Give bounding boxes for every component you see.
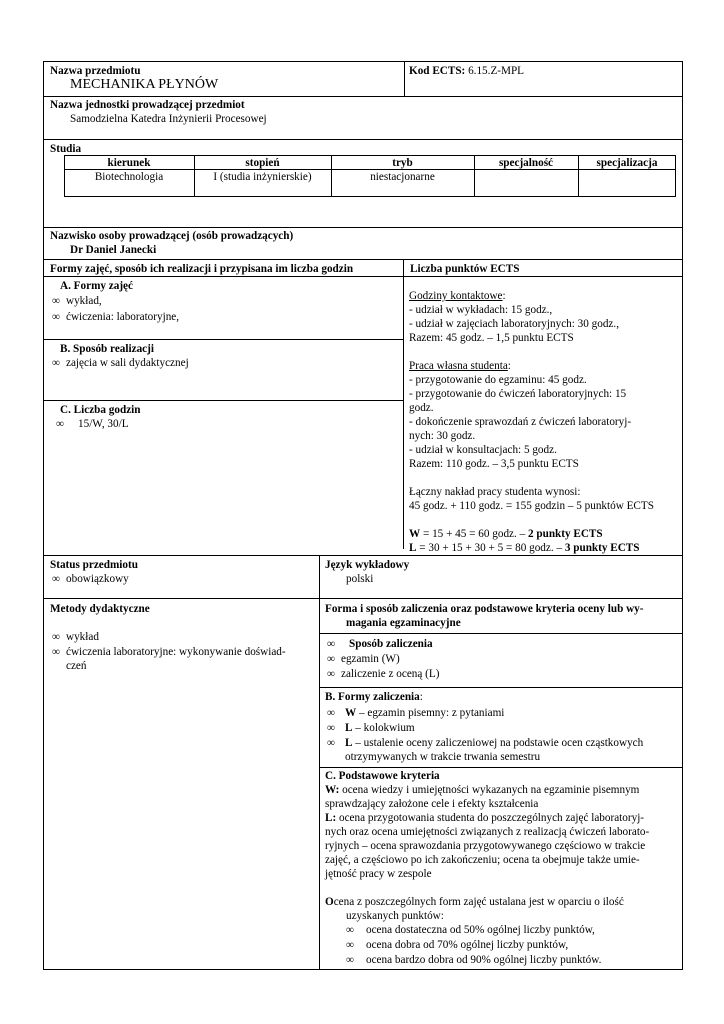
criteria-line: ryjnych – ocena sprawozdania przygotowywanego częściowo w trakcie (325, 840, 646, 852)
instructor-label: Nazwisko osoby prowadzącej (osób prowadzących) (50, 230, 294, 242)
list-item: otrzymywanych w trakcie trwania semestru (345, 751, 541, 763)
list-item: ∞ ocena dostateczna od 50% ogólnej liczby punktów, (346, 924, 595, 936)
list-item: ∞ L – ustalenie oceny zaliczeniowej na podstawie ocen cząstkowych (327, 737, 644, 749)
assessment-c-title: C. Podstawowe kryteria (325, 770, 440, 782)
bullet-icon: ∞ (327, 638, 335, 650)
list-item: ∞ ćwiczenia laboratoryjne: wykonywanie doświad- (52, 646, 286, 658)
language-label: Język wykładowy (325, 559, 410, 571)
bullet-icon: ∞ (346, 924, 354, 936)
ects-line: - dokończenie sprawozdań z ćwiczeń laboratoryj- (409, 416, 632, 428)
subject-name: MECHANIKA PŁYNÓW (70, 77, 219, 92)
own-work: Praca własna studenta: (409, 360, 511, 372)
divider (43, 227, 683, 228)
ects-line: godz. (409, 402, 434, 414)
bullet-icon: ∞ (52, 295, 60, 307)
divider (319, 555, 320, 970)
bullet-icon: ∞ (327, 668, 335, 680)
divider (43, 96, 683, 97)
ects-w-line: W = 15 + 45 = 60 godz. – 2 punkty ECTS (409, 528, 603, 540)
divider (403, 276, 683, 277)
status-label: Status przedmiotu (50, 559, 138, 571)
ects-line: - udział w wykładach: 15 godz., (409, 304, 553, 316)
list-item: ∞ ocena bardzo dobra od 90% ogólnej liczby punktów. (346, 954, 602, 966)
assessment-header: magania egzaminacyjne (346, 617, 461, 629)
divider (43, 555, 683, 556)
studia-cell-kierunek: Biotechnologia (94, 171, 164, 183)
ects-line: nych: 30 godz. (409, 430, 476, 442)
studia-header-specjalizacja: specjalizacja (596, 157, 658, 169)
list-item: ∞ ćwiczenia: laboratoryjne, (52, 311, 180, 323)
methods-label: Metody dydaktyczne (50, 603, 150, 615)
studia-header-stopien: stopień (245, 157, 280, 169)
criteria-line: Ocena z poszczególnych form zajęć ustalana jest w oparciu o ilość (325, 896, 624, 908)
forms-a-title: A. Formy zajęć (60, 280, 133, 292)
forms-c-title: C. Liczba godzin (60, 404, 141, 416)
divider (43, 400, 403, 401)
divider (404, 61, 405, 97)
list-item: ∞ zajęcia w sali dydaktycznej (52, 357, 189, 369)
ects-line: - przygotowanie do egzaminu: 45 godz. (409, 374, 587, 386)
bullet-icon: ∞ (56, 418, 64, 430)
bullet-icon: ∞ (52, 631, 60, 643)
criteria-line: uzyskanych punktów: (346, 910, 444, 922)
list-item: czeń (66, 660, 87, 672)
ects-l-line: L = 30 + 15 + 30 + 5 = 80 godz. – 3 punkty ECTS (409, 542, 640, 554)
instructor-name: Dr Daniel Janecki (70, 244, 157, 256)
ects-code-label: Kod ECTS: (409, 65, 466, 77)
ects-line: - udział w zajęciach laboratoryjnych: 30 godz., (409, 318, 619, 330)
divider (43, 259, 683, 260)
studia-header-specjalnosc: specjalność (498, 157, 554, 169)
divider (43, 598, 683, 599)
assessment-b-title: B. Formy zaliczenia: (325, 691, 423, 703)
divider (43, 139, 683, 140)
ects-line: Razem: 110 godz. – 3,5 punktu ECTS (409, 458, 579, 470)
language-value: polski (346, 573, 374, 585)
list-item: ∞ L – kolokwium (327, 722, 415, 734)
unit-label: Nazwa jednostki prowadzącej przedmiot (50, 99, 245, 111)
criteria-line: jętność pracy w zespole (325, 868, 432, 880)
unit-name: Samodzielna Katedra Inżynierii Procesowej (70, 113, 267, 125)
assessment-a-title: ∞ Sposób zaliczenia (327, 638, 433, 650)
ects-line: Łączny nakład pracy studenta wynosi: (409, 486, 581, 498)
forms-b-title: B. Sposób realizacji (60, 343, 154, 355)
bullet-icon: ∞ (327, 653, 335, 665)
bullet-icon: ∞ (327, 722, 335, 734)
studia-cell-stopien: I (studia inżynierskie) (213, 171, 312, 183)
ects-header: Liczba punktów ECTS (410, 263, 520, 275)
criteria-line: L: ocena przygotowania studenta do poszczególnych zajęć laboratoryj- (325, 812, 645, 824)
list-item: ∞ egzamin (W) (327, 653, 400, 665)
list-item: ∞ 15/W, 30/L (56, 418, 129, 430)
studia-header-tryb: tryb (392, 157, 413, 169)
bullet-icon: ∞ (346, 954, 354, 966)
list-item: ∞ wykład, (52, 295, 102, 307)
studia-label: Studia (50, 143, 82, 155)
contact-hours: Godziny kontaktowe: (409, 290, 506, 302)
list-item: ∞ obowiązkowy (52, 573, 129, 585)
forms-header: Formy zajęć, sposób ich realizacji i przypisana im liczba godzin (50, 263, 354, 275)
list-item: ∞ W – egzamin pisemny: z pytaniami (327, 707, 505, 719)
subject-name-label: Nazwa przedmiotu (50, 65, 141, 77)
ects-code-value: 6.15.Z-MPL (468, 65, 524, 77)
bullet-icon: ∞ (52, 357, 60, 369)
bullet-icon: ∞ (346, 939, 354, 951)
studia-cell-tryb: niestacjonarne (370, 171, 435, 183)
bullet-icon: ∞ (327, 707, 335, 719)
criteria-line: nych oraz ocena umiejętności związanych z realizacją ćwiczeń laborato- (325, 826, 650, 838)
ects-line: Razem: 45 godz. – 1,5 punktu ECTS (409, 332, 574, 344)
studia-header-kierunek: kierunek (107, 157, 151, 169)
bullet-icon: ∞ (52, 646, 60, 658)
list-item: ∞ zaliczenie z oceną (L) (327, 668, 440, 680)
divider (43, 276, 403, 277)
divider (403, 259, 404, 549)
bullet-icon: ∞ (327, 737, 335, 749)
criteria-line: zajęć, a częściowo po ich zakończeniu; ocena ta obejmuje także umie- (325, 854, 640, 866)
ects-code (409, 64, 524, 78)
divider (319, 687, 683, 688)
criteria-line: sprawdzający założone cele i efekty kształcenia (325, 798, 539, 810)
list-item: ∞ ocena dobra od 70% ogólnej liczby punktów, (346, 939, 569, 951)
list-item: ∞ wykład (52, 631, 99, 643)
assessment-header: Forma i sposób zaliczenia oraz podstawowe kryteria oceny lub wy- (325, 603, 644, 615)
divider (43, 339, 403, 340)
criteria-line: W: ocena wiedzy i umiejętności wykazanych na egzaminie pisemnym (325, 784, 640, 796)
bullet-icon: ∞ (52, 573, 60, 585)
bullet-icon: ∞ (52, 311, 60, 323)
ects-line: 45 godz. + 110 godz. = 155 godzin – 5 punktów ECTS (409, 500, 654, 512)
ects-line: - udział w konsultacjach: 5 godz. (409, 444, 557, 456)
ects-line: - przygotowanie do ćwiczeń laboratoryjnych: 15 (409, 388, 627, 400)
divider (319, 767, 683, 768)
divider (319, 633, 683, 634)
